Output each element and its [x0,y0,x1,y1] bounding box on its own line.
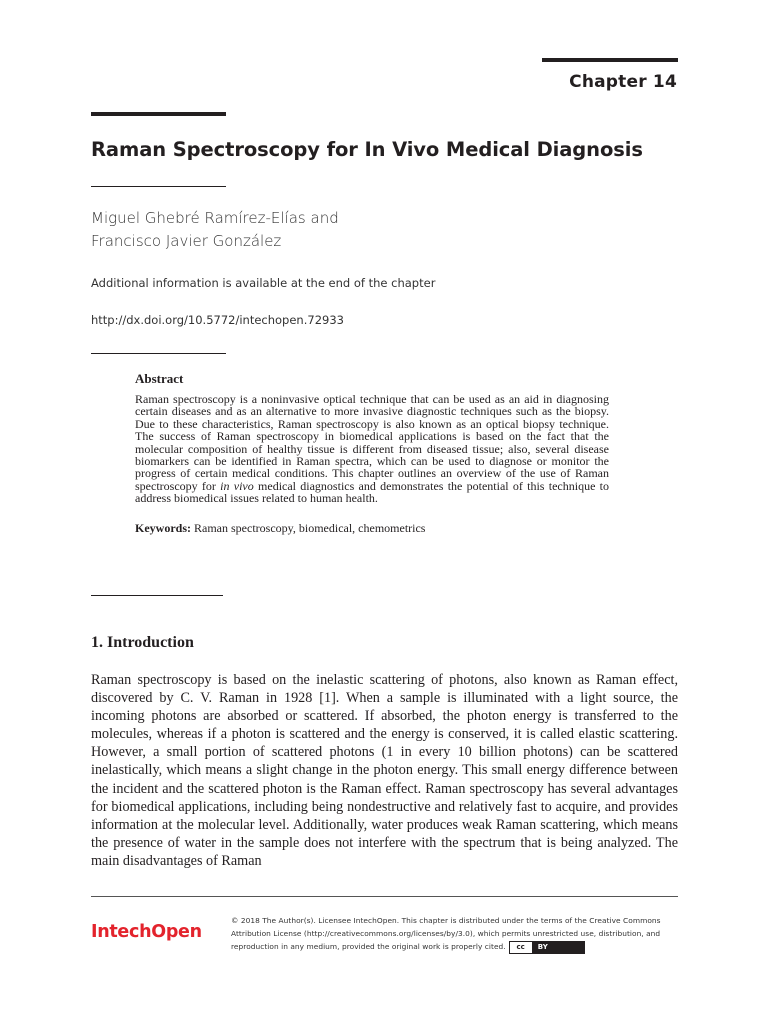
author-line-1: Miguel Ghebré Ramírez-Elías and [91,209,339,227]
abstract-text-part-2: medical diagnostics and demonstrates the potential of this technique to address biomedical issues related to human health. [135,478,609,506]
cc-badge-right: BY [532,942,584,953]
section-heading: 1. Introduction [91,634,194,651]
keywords-label: Keywords: [135,520,191,535]
title-rule [91,112,226,116]
footer-divider [91,896,678,897]
abstract-text-part-1: Raman spectroscopy is a noninvasive optical technique that can be used as an aid in diagnosing certain diseases and as an alternative to more invasive diagnostic techniques such as the biopsy. Due to these characteristics, Raman spectroscopy is also known as an optical biopsy technique. The success of Raman spectroscopy in biomedical applications is based on the fact that the molecular composition of healthy tissue is different from diseased tissue; also, several disease biomarkers can be identified in Raman spectra, which can be used to diagnose or monitor the progress of certain medical conditions. This chapter outlines an overview of the use of Raman spectroscopy for [135,392,609,493]
introduction-text: Raman spectroscopy is based on the inelastic scattering of photons, also known as Raman effect, discovered by C. V. Raman in 1928 [1]. When a sample is illuminated with a light source, the incoming photons are absorbed or scattered. If absorbed, the photon energy is transferred to the molecules, whereas if a photon is scattered and the energy is conserved, it is called elastic scattering. However, a small portion of scattered photons (1 in every 10 billion photons) can be scattered inelastically, which means a slight change in the photon energy. This small energy difference between the incident and the scattered photon is the Raman effect. Raman spectroscopy has several advantages for biomedical applications, including being nondestructive and relatively fast to acquire, and provides information at the molecular level. Additionally, water produces weak Raman scattering, which means the presence of water in the sample does not interfere with the spectrum that is being analyzed. The main disadvantages of Raman [91,672,678,869]
chapter-rule [542,58,678,62]
license-text: © 2018 The Author(s). Licensee IntechOpen. This chapter is distributed under the terms of the Creative Commons Attribution License (http://creativecommons.org/licenses/by/3.0), which permits unrestricted use, distribution, and reproduction in any medium, provided the original work is properly cited. [231,916,661,952]
abstract-heading: Abstract [135,371,184,386]
keywords [135,521,609,536]
abstract-block [135,371,609,536]
keywords-list: Raman spectroscopy, biomedical, chemometrics [191,520,426,535]
chapter-title: Raman Spectroscopy for In Vivo Medical Diagnosis [91,138,643,161]
abstract-end-divider [91,595,223,596]
author-line-2: Francisco Javier González [91,232,282,250]
authors [91,207,339,253]
abstract-text [135,393,609,505]
title-divider [91,186,226,187]
abstract-divider [91,353,226,354]
publisher-logo: IntechOpen [91,922,202,942]
doi-link[interactable]: http://dx.doi.org/10.5772/intechopen.72933 [91,313,344,327]
abstract-italic-term: in vivo [220,478,254,493]
additional-info-note: Additional information is available at the end of the chapter [91,276,436,290]
cc-by-badge-icon[interactable] [509,941,585,954]
license-notice [231,914,683,954]
chapter-label: Chapter 14 [569,72,677,92]
cc-badge-left: cc [510,942,532,953]
